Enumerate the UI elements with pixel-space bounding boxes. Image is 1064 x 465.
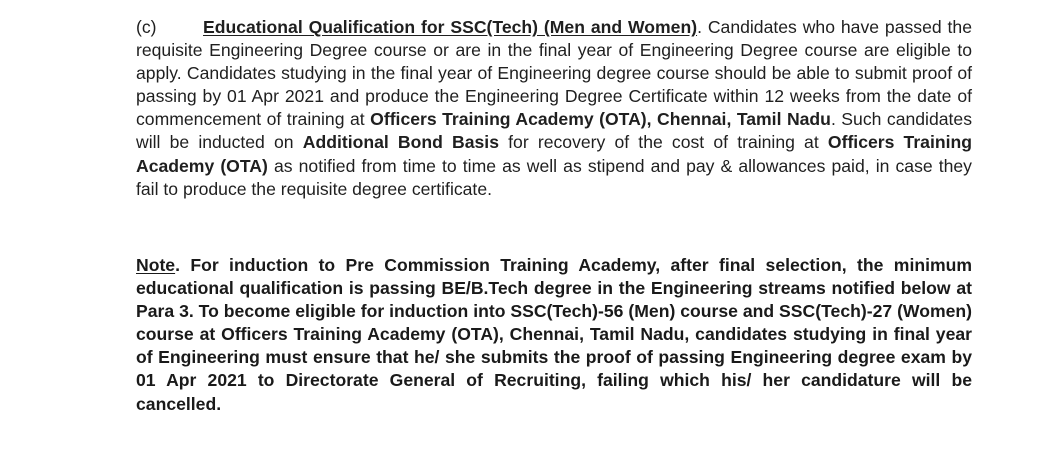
bold-bond-basis: Additional Bond Basis xyxy=(302,132,499,153)
paragraph-c xyxy=(136,16,972,201)
bold-ota-name: Officers Training Academy (OTA) xyxy=(136,132,972,176)
paragraph-text: . Candidates who have passed the requisite Engineering Degree course or are in the final year of Engineering Degree course are eligible to apply. Candidates studying in the final year of Engineering degree course should be able to submit proof of passing by 01 Apr 2021 and produce the Engineering Degree Certificate within 12 weeks from the date of commencement of training at xyxy=(136,17,972,130)
note-text: . For induction to Pre Commission Training Academy, after final selection, the minimum educational qualification is passing BE/B.Tech degree in the Engineering streams notified below at Para 3. To become eligible for induction into SSC(Tech)-56 (Men) course and SSC(Tech)-27 (Women) course at Officers Training Academy (OTA), Chennai, Tamil Nadu, candidates studying in final year of Engineering must ensure that he/ she submits the proof of passing Engineering degree exam by 01 Apr 2021 to Directorate General of Recruiting, failing which his/ her candidature will be cancelled. xyxy=(136,255,972,414)
bold-ota-location: Officers Training Academy (OTA), Chennai, Tamil Nadu xyxy=(370,109,831,130)
note-label: Note xyxy=(136,255,176,275)
paragraph-text: as notified from time to time as well as stipend and pay & allowances paid, in case they fail to produce the requisite degree certificate. xyxy=(136,155,972,199)
paragraph-label: (c) xyxy=(136,17,157,37)
paragraph-text: . Such candidates will be inducted on xyxy=(136,109,972,153)
note-paragraph xyxy=(136,254,972,416)
paragraph-text: for recovery of the cost of training at xyxy=(498,132,828,153)
paragraph-heading: Educational Qualification for SSC(Tech) (Men and Women) xyxy=(203,17,698,37)
